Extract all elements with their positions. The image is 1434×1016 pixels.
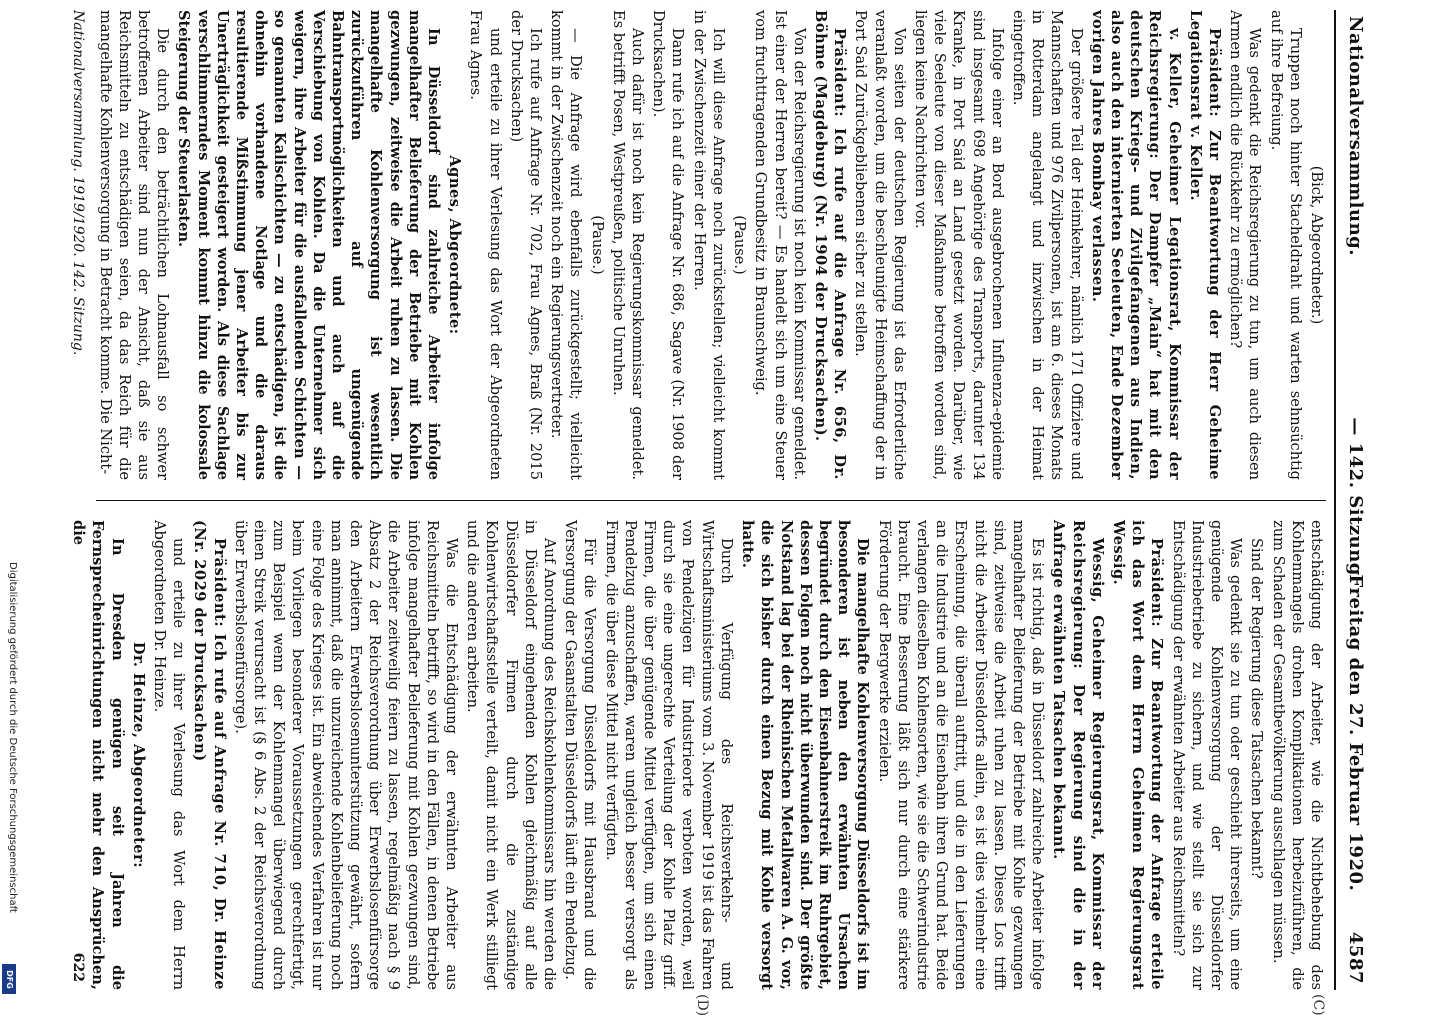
- speaker-heading: Agnes, Abgeordnete:: [446, 155, 464, 335]
- question-paragraph: In Dresden genügen seit Jahren die Fernsprecheinrichtungen nicht mehr den Ansprüchen, die: [70, 520, 126, 990]
- stage-direction: (Pause.): [731, 215, 749, 275]
- speaker-paragraph: Präsident: Ich rufe auf die Anfrage Nr. 656, Dr. Böhme (Magdeburg) (Nr. 1904 der Drucksachen).: [811, 10, 849, 480]
- paragraph: Der größere Teil der Heimkehrer, nämlich 171 Offiziere und Mannschaften und 976 Zivilpersonen, ist am 6. dieses Monats in Rotterdam angelangt und inzwischen in der Heimat eingetroffen.: [1009, 10, 1085, 480]
- paragraph: Infolge einer an Bord ausgebrochenen Influenza-epidemie sind insgesamt 698 Angehörige des Transports, darunter 134 Kranke, in Port Said an Land gesetzt worden. Darüber, wie viele Seeleute von dieser Maßnahme betroffen worden sind, liegen keine Nachrichten vor.: [911, 10, 1006, 480]
- page-footer: [62, 10, 86, 990]
- paragraph: Truppen noch hinter Stacheldraht und warten sehnsüchtig auf ihre Befreiung.: [1267, 10, 1304, 480]
- paragraph: Was gedenkt sie zu tun oder geschieht ihrerseits, um eine genügende Kohlenversorgung der Düsseldorfer Industriebetriebe zu sichern, und wie stellt sie sich zur Entschädigung der erwähnten Arbeiter aus Reichsmitteln?: [1169, 520, 1245, 990]
- paragraph: Von seiten der deutschen Regierung ist das Erforderliche veranlaßt worden, um die beschleunigte Heimschaffung der in Port Said Zurückgebliebenen sicher zu stellen.: [852, 10, 908, 480]
- document-page: [40, 10, 1370, 1016]
- footer-page-number: 622: [70, 952, 86, 982]
- digitization-credit-text: Digitalisierung gefördert durch die Deutsche Forschungsgemeinschaft: [7, 562, 18, 913]
- paragraph: Was gedenkt die Reichsregierung zu tun, um auch diesen Armen endlich die Rückkehr zu ermöglichen?: [1227, 10, 1264, 480]
- left-text-column: [96, 10, 1326, 480]
- speaker-paragraph: Präsident: Zur Beantwortung der Anfrage erteile ich das Wort dem Herrn Geheimen Regierungsrat Wessig.: [1109, 520, 1166, 990]
- paragraph: Für die Versorgung Düsseldorfs mit Hausbrand und die Versorgung der Gasanstalten Düsseldorfs läuft ein Pendelzug.: [562, 520, 599, 990]
- paragraph: Ich will diese Anfrage noch zurückstellen; vielleicht kommt in der Zwischenzeit einer der Herren.: [690, 10, 727, 480]
- header-assembly-name: Nationalversammlung.: [1345, 16, 1366, 257]
- paragraph: Die durch den beträchtlichen Lohnausfall so schwer betroffenen Arbeiter sind nun der Ansicht, daß sie aus Reichsmitteln zu entschädigen seien, da das Reich für die mangelhafte Kohlenversorgung in Betracht komme. Die Nicht-: [96, 10, 172, 480]
- paragraph: Sind der Regierung diese Tatsachen bekannt?: [1248, 538, 1266, 879]
- paragraph: Dann rufe ich auf die Anfrage Nr. 686, Sagave (Nr. 1908 der Drucksachen).: [650, 10, 687, 480]
- digitization-credit: [2, 560, 18, 1000]
- paragraph: und erteile zu ihrer Verlesung das Wort der Abgeordneten Frau Agnes.: [467, 10, 504, 480]
- column-divider: [96, 500, 1326, 501]
- paragraph: Es ist richtig, daß in Düsseldorf zahlreiche Arbeiter infolge mangelhafter Belieferung der Betriebe mit Kohle gezwungen sind, zeitweise die Arbeit ruhen zu lassen. Dieses Los trifft nicht die Arbeiter Düsseldorfs allein, es ist dies vielmehr eine Erscheinung, die überall auftritt, und die in den Lieferungen an die Industrie und an die Eisenbahn ihren Grund hat. Beide verlangen dieselben Kohlensorten, wie sie die Schwerindustrie braucht. Eine Besserung läßt sich nur durch eine stärkere Förderung der Bergwerke erzielen.: [875, 520, 1047, 990]
- paragraph: Ich rufe auf Anfrage Nr. 702, Frau Agnes, Braß (Nr. 2015 der Drucksachen): [507, 10, 545, 480]
- page-header: [1334, 10, 1370, 990]
- paragraph: Durch Verfügung des Reichsverkehrs- und Wirtschaftsministeriums vom 3. November 1919 ist das Fahren von Pendelzügen für Industrieorte verboten worden, weil durch sie eine ungerechte Verteilung der Kohle Platz griff. Firmen, die über genügende Mittel verfügten, um sich einen Pendelzug anzuschaffen, waren ungleich besser versorgt als Firmen, die über diese Mittel nicht verfügten.: [602, 520, 735, 990]
- margin-mark-b: [694, 0, 710, 1]
- margin-mark-c: (C): [1310, 994, 1326, 1016]
- speaker-heading: Dr. Heinze, Abgeordneter:: [129, 641, 147, 869]
- question-paragraph: In Düsseldorf sind zahlreiche Arbeiter infolge mangelhafter Belieferung der Betriebe mit Kohlen gezwungen, zeitweise die Arbeit ruhen zu lassen. Die mangelhafte Kohlenversorgung ist wesentlich zurückzuführen auf ungenügende Bahntransportmöglichkeiten und auch auf die Verschiebung von Kohlen. Da die Unternehmer sich weigern, ihre Arbeiter für die ausfallenden Schichten — so genannten Kalischichten — zu entschädigen, ist die ohnehin vorhandene Notlage und die daraus resultierende Mißstimmung jener Arbeiter bis zur Unerträglichkeit gesteigert worden. Als diese Sachlage verschlimmerndes Moment kommt hinzu die kolossale Steigerung der Steuerlasten.: [175, 10, 443, 480]
- speaker-paragraph: Präsident: Zur Beantwortung der Herr Geheime Legationsrat v. Keller.: [1186, 10, 1223, 480]
- footer-session-ref: Nationalversammlung. 1919/1920. 142. Sitzung.: [70, 10, 86, 356]
- stage-direction: (Pause.): [588, 215, 606, 275]
- paragraph: entschädigung der Arbeiter, wie die Nichtbehebung des Kohlenmangels drohen Komplikationen herbeizuführen, die zum Schaden der Gesamtbevölkerung ausschlagen müssen.: [1269, 520, 1325, 990]
- speaker-paragraph: Präsident: Ich rufe auf Anfrage Nr. 710, Dr. Heinze (Nr. 2029 der Drucksachen): [191, 520, 228, 990]
- paragraph: Von der Reichsregierung ist noch kein Kommissar gemeldet. Ist einer der Herren bereit? — Es handelt sich um eine Steuer vom fruchttragenden Grundbesitz in Braunschweig.: [752, 10, 808, 480]
- dfg-logo-icon: [2, 964, 16, 994]
- dfg-logo-text: DFG: [4, 969, 14, 989]
- paragraph: (Bick, Abgeordneter.): [1308, 165, 1325, 325]
- speaker-paragraph: Wessig, Geheimer Regierungsrat, Kommissar der Reichsregierung: Der Regierung sind die in der Anfrage erwähnten Tatsachen bekannt.: [1050, 520, 1106, 990]
- paragraph: und erteile zu ihrer Verlesung das Wort dem Herrn Abgeordneten Dr. Heinze.: [151, 520, 188, 990]
- paragraph: Auf Anordnung des Reichskohlenkommissars hin werden die in Düsseldorf eingehenden Kohlen gleichmäßig auf alle Düsseldorfer Firmen durch die zuständige Kohlenwirtschaftsstelle verteilt, damit nicht ein Werk stilliegt und die anderen arbeiten.: [464, 520, 559, 990]
- header-page-number: 4587: [1345, 931, 1366, 984]
- paragraph: Die mangelhafte Kohlenversorgung Düsseldorfs ist im besonderen ist neben den erwähnten Ursachen begründet durch den Eisenbahnerstreik im Ruhrgebiet, dessen Folgen noch nicht überwunden sind. Der größte Notstand lag bei der Rheinischen Metallwaren A. G. vor, die sich bisher durch einen Bezug mit Kohle versorgt hatte.: [739, 520, 872, 990]
- paragraph: — Die Anfrage wird ebenfalls zurückgestellt; vielleicht kommt in der Zwischenzeit noch ein Regierungsvertreter.: [548, 10, 585, 480]
- header-date: Freitag den 27. Februar 1920.: [1345, 574, 1366, 892]
- header-date-and-page: [1345, 575, 1366, 984]
- speaker-paragraph: v. Keller, Geheimer Legationsrat, Kommissar der Reichsregierung: Der Dampfer „Main“ hat mit den deutschen Kriegs- und Zivilgefangenen aus Indien, also auch den internierten Seeleuten, Ende Dezember vorigen Jahres Bombay verlassen.: [1088, 10, 1183, 480]
- header-session: — 142. Sitzung.: [1345, 417, 1366, 583]
- margin-mark-d: (D): [694, 994, 710, 1016]
- margin-mark-a: [1310, 0, 1326, 1]
- paragraph: Was die Entschädigung der erwähnten Arbeiter aus Reichsmitteln betrifft, so wird in den Fällen, in denen Betriebe infolge mangelhafter Belieferung mit Kohlen gezwungen sind, die Arbeiter zeitweilig feiern zu lassen, regelmäßig nach § 9 Absatz 2 der Reichsverordnung über Erwerbslosenfürsorge den Arbeitern Erwerbslosenunterstützung gewährt, sofern man annimmt, daß die unzureichende Kohlenbelieferung noch eine Folge des Krieges ist. Ein abweichendes Verfahren ist nur beim Vorliegen besonderer Voraussetzungen gerechtfertigt, zum Beispiel wenn der Kohlenmangel überwiegend durch einen Streik verursacht ist (§ 6 Abs. 2 der Reichsverordnung über Erwerbslosenfürsorge).: [231, 520, 461, 990]
- paragraph: Auch dafür ist noch kein Regierungskommissar gemeldet. Es betrifft Posen, Westpreußen, politische Unruhen.: [609, 10, 647, 480]
